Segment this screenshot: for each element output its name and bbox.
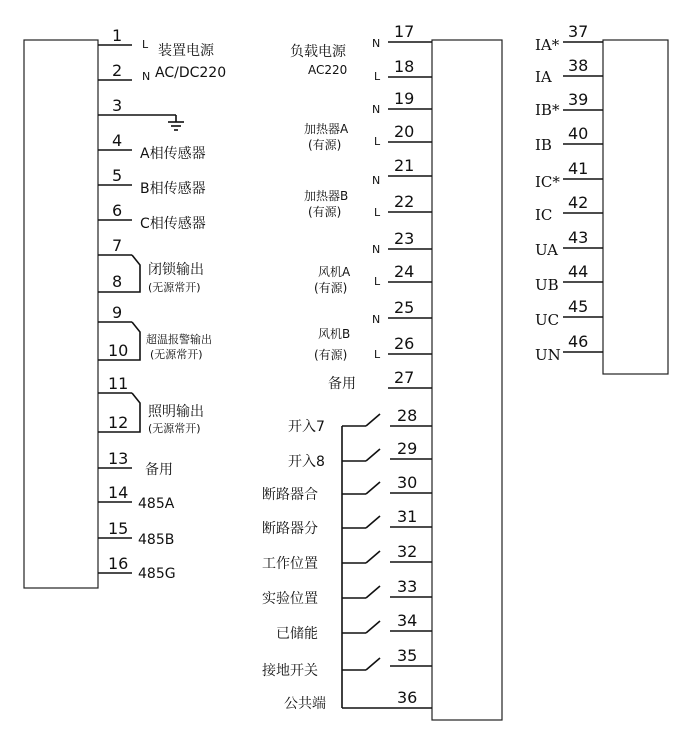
terminal-25-number: 25 xyxy=(394,298,415,317)
terminal-15-label: 485B xyxy=(138,532,175,548)
terminal-41-number: 41 xyxy=(568,159,589,178)
terminal-22-number: 22 xyxy=(394,192,415,211)
heater-a-sublabel: (有源) xyxy=(308,138,342,152)
terminal-39-label: IB* xyxy=(535,101,560,119)
terminal-28-number: 28 xyxy=(397,406,418,425)
relay-contact-icon xyxy=(132,255,140,292)
terminal-18-pin: L xyxy=(374,70,381,83)
terminal-32-label: 工作位置 xyxy=(262,556,318,572)
heater-b-label: 加热器B xyxy=(304,189,349,203)
terminal-19-pin: N xyxy=(372,103,381,116)
terminal-3-number: 3 xyxy=(112,96,123,115)
terminal-33-number: 33 xyxy=(397,577,418,596)
terminal-39-number: 39 xyxy=(568,90,589,109)
terminal-24-number: 24 xyxy=(394,262,415,281)
terminal-41-label: IC* xyxy=(535,173,560,191)
terminal-11-number: 11 xyxy=(108,374,129,393)
terminal-4-label: A相传感器 xyxy=(140,146,206,162)
terminal-27-number: 27 xyxy=(394,368,415,387)
switch-contact-icon xyxy=(366,658,380,670)
terminal-12-number: 12 xyxy=(108,413,129,432)
terminal-35-label: 接地开关 xyxy=(262,663,318,679)
terminal-35-number: 35 xyxy=(397,646,418,665)
middle-terminal-block xyxy=(432,40,502,720)
terminal-27-label: 备用 xyxy=(328,376,356,392)
terminal-9-label: 超温报警输出 xyxy=(146,333,212,346)
relay-contact-icon xyxy=(132,393,140,432)
terminal-36-number: 36 xyxy=(397,688,418,707)
terminal-2-pin: N xyxy=(142,70,151,83)
terminal-11-label: 照明输出 xyxy=(148,404,204,420)
terminal-16-number: 16 xyxy=(108,554,129,573)
terminal-20-number: 20 xyxy=(394,122,415,141)
terminal-43-number: 43 xyxy=(568,228,589,247)
switch-contact-icon xyxy=(366,482,380,494)
fan-b-sublabel: (有源) xyxy=(314,348,348,362)
terminal-45-number: 45 xyxy=(568,297,589,316)
switch-contact-icon xyxy=(366,551,380,563)
fan-a-sublabel: (有源) xyxy=(314,281,348,295)
terminal-5-label: B相传感器 xyxy=(140,181,206,197)
terminal-18-label: AC220 xyxy=(308,63,348,77)
terminal-40-number: 40 xyxy=(568,124,589,143)
relay-contact-icon xyxy=(132,322,140,360)
terminal-37-number: 37 xyxy=(568,22,589,41)
terminal-7-label: 闭锁输出 xyxy=(148,262,204,278)
terminal-40-label: IB xyxy=(535,136,552,154)
terminal-37-label: IA* xyxy=(535,36,560,54)
terminal-10-number: 10 xyxy=(108,341,129,360)
switch-contact-icon xyxy=(366,414,380,426)
terminal-14-number: 14 xyxy=(108,483,129,502)
terminal-8-number: 8 xyxy=(112,272,123,291)
terminal-26-number: 26 xyxy=(394,334,415,353)
terminal-23-number: 23 xyxy=(394,229,415,248)
terminal-38-number: 38 xyxy=(568,56,589,75)
terminal-6-label: C相传感器 xyxy=(140,216,206,232)
terminal-10-label: (无源常开) xyxy=(150,348,203,361)
terminal-46-label: UN xyxy=(535,346,561,364)
fan-a-label: 风机A xyxy=(318,265,351,279)
terminal-42-number: 42 xyxy=(568,193,589,212)
terminal-6-number: 6 xyxy=(112,201,123,220)
switch-contact-icon xyxy=(366,449,380,461)
terminal-13-label: 备用 xyxy=(145,462,173,478)
terminal-31-label: 断路器分 xyxy=(262,521,318,537)
switch-contact-icon xyxy=(366,586,380,598)
terminal-43-label: UA xyxy=(535,241,559,259)
heater-b-sublabel: (有源) xyxy=(308,205,342,219)
terminal-30-number: 30 xyxy=(397,473,418,492)
terminal-14-label: 485A xyxy=(138,496,175,512)
terminal-17-label: 负载电源 xyxy=(290,44,346,60)
terminal-4-number: 4 xyxy=(112,131,123,150)
terminal-8-label: (无源常开) xyxy=(148,281,201,294)
terminal-36-label: 公共端 xyxy=(284,696,326,712)
terminal-45-label: UC xyxy=(535,311,560,329)
terminal-5-number: 5 xyxy=(112,166,123,185)
terminal-9-number: 9 xyxy=(112,303,123,322)
left-terminal-block xyxy=(24,40,98,588)
terminal-1-pin: L xyxy=(142,38,149,51)
terminal-29-number: 29 xyxy=(397,439,418,458)
terminal-17-pin: N xyxy=(372,37,381,50)
terminal-15-number: 15 xyxy=(108,519,129,538)
terminal-7-number: 7 xyxy=(112,236,123,255)
terminal-25-pin: N xyxy=(372,313,381,326)
terminal-2-label: AC/DC220 xyxy=(155,65,227,81)
terminal-1-label: 装置电源 xyxy=(158,43,214,59)
terminal-16-label: 485G xyxy=(138,566,176,582)
terminal-23-pin: N xyxy=(372,243,381,256)
terminal-30-label: 断路器合 xyxy=(262,487,318,503)
switch-contact-icon xyxy=(366,621,380,633)
terminal-32-number: 32 xyxy=(397,542,418,561)
heater-a-label: 加热器A xyxy=(304,122,349,136)
terminal-21-number: 21 xyxy=(394,156,415,175)
fan-b-label: 风机B xyxy=(318,327,351,341)
terminal-22-pin: L xyxy=(374,206,381,219)
terminal-38-label: IA xyxy=(535,68,552,86)
terminal-33-label: 实验位置 xyxy=(262,591,318,607)
terminal-31-number: 31 xyxy=(397,507,418,526)
terminal-46-number: 46 xyxy=(568,332,589,351)
terminal-18-number: 18 xyxy=(394,57,415,76)
terminal-24-pin: L xyxy=(374,275,381,288)
terminal-26-pin: L xyxy=(374,348,381,361)
terminal-44-label: UB xyxy=(535,276,559,294)
terminal-13-number: 13 xyxy=(108,449,129,468)
switch-contact-icon xyxy=(366,516,380,528)
terminal-34-number: 34 xyxy=(397,611,418,630)
terminal-44-number: 44 xyxy=(568,262,589,281)
ground-icon xyxy=(168,115,184,130)
terminal-12-label: (无源常开) xyxy=(148,422,201,435)
terminal-29-label: 开入8 xyxy=(288,454,325,470)
terminal-21-pin: N xyxy=(372,174,381,187)
right-terminal-block xyxy=(603,40,668,374)
terminal-19-number: 19 xyxy=(394,89,415,108)
terminal-42-label: IC xyxy=(535,206,553,224)
terminal-2-number: 2 xyxy=(112,61,123,80)
terminal-17-number: 17 xyxy=(394,22,415,41)
terminal-34-label: 已储能 xyxy=(276,626,318,642)
terminal-1-number: 1 xyxy=(112,26,123,45)
terminal-20-pin: L xyxy=(374,135,381,148)
terminal-28-label: 开入7 xyxy=(288,419,325,435)
